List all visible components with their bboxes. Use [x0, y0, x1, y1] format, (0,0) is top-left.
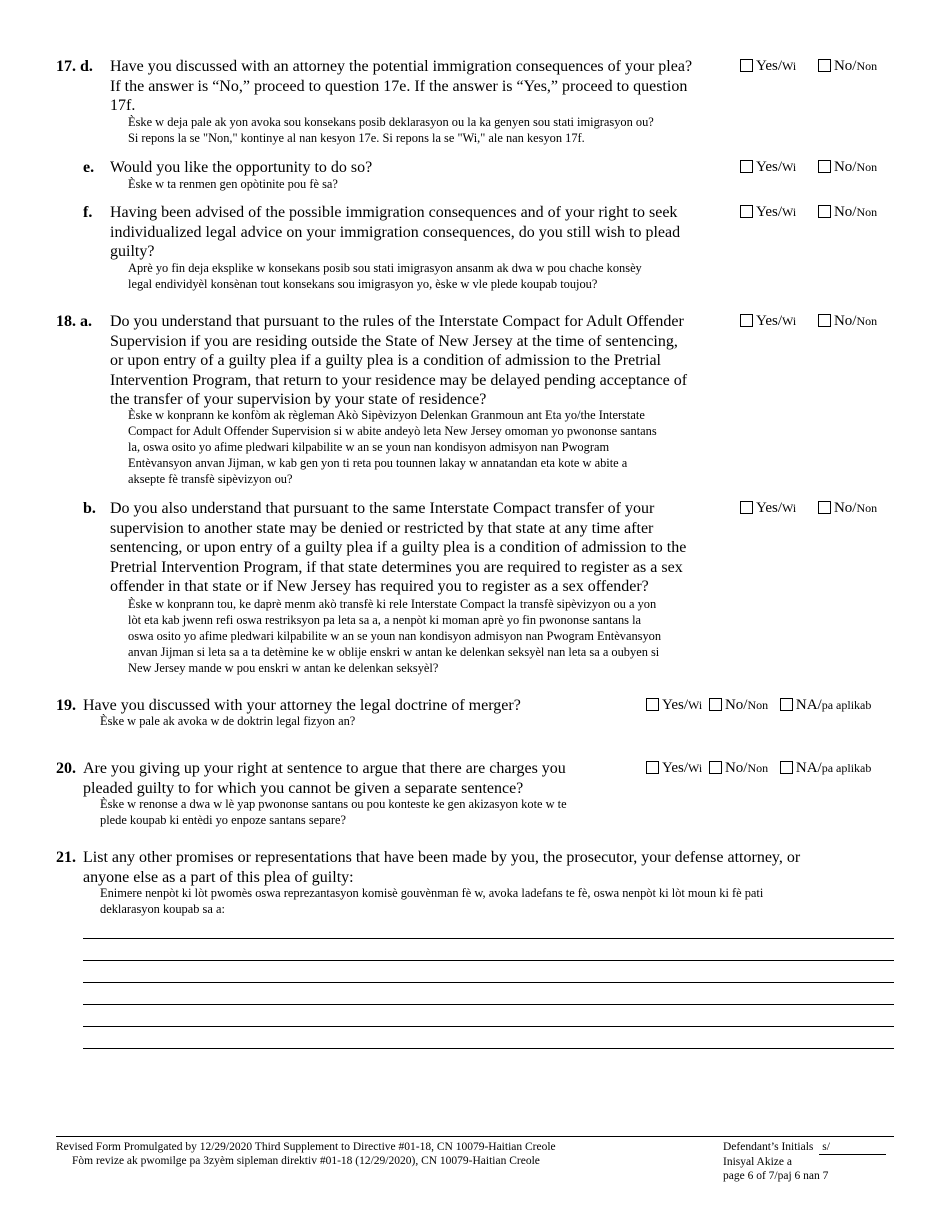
q19-number: 19.	[56, 697, 76, 714]
footer-divider	[56, 1136, 894, 1137]
q19-na-option[interactable]: NA/pa aplikab	[780, 696, 872, 714]
page-number: page 6 of 7/paj 6 nan 7	[723, 1170, 829, 1182]
q17d-translation: Èske w deja pale ak yon avoka sou konsekans posib deklarasyon ou la ka genyen sou stati imigrasyon ou? Si repons la se "Non," kontinye al nan kesyon 17e. Si repons la se "Wi," ale nan kesyon 17f.	[128, 115, 654, 145]
q18b-no-checkbox[interactable]	[818, 501, 831, 514]
q17d-yes-option[interactable]: Yes/Wi	[740, 57, 796, 75]
q20-no-option[interactable]: No/Non	[709, 759, 768, 777]
q20-translation: Èske w renonse a dwa w lè yap pwononse santans ou pou konteste ke gen akizasyon kote w te plede koupab ki entèdi yo enpoze santans separe?	[100, 797, 567, 827]
q17f-options	[740, 203, 877, 221]
q19-yes-checkbox[interactable]	[646, 698, 659, 711]
q20-question: Are you giving up your right at sentence to argue that there are charges you pleaded guilty to for which you cannot be given a separate sentence?	[83, 760, 566, 797]
q18a-no-option[interactable]: No/Non	[818, 312, 877, 330]
q20-na-checkbox[interactable]	[780, 761, 793, 774]
q19-question: Have you discussed with your attorney the legal doctrine of merger?	[83, 697, 521, 714]
q18b-translation: Èske w konprann tou, ke daprè menm akò transfè ki rele Interstate Compact la transfè sipèvizyon ou a yon lòt eta kab jwenn refi oswa restriksyon pa leta sa a, a nenpòt ki moman aprè yo fin pwononse santans la oswa osito yo afime pledwari kilpabilite w an se youn nan kondisyon admisyon nan Pwogram Entèvansyon anvan Jijman si leta sa a ta detèmine ke w oblije enskri w antan ke delenkan seksyèl nan leta sa a oubyen si New Jersey mande w pou enskri w antan ke delenkan seksyèl?	[128, 597, 662, 675]
q18b-yes-option[interactable]: Yes/Wi	[740, 499, 796, 517]
q21-answer-line-1[interactable]	[83, 938, 894, 939]
initials-field[interactable]: s/	[819, 1140, 886, 1155]
q17f-translation: Aprè yo fin deja eksplike w konsekans posib sou stati imigrasyon ansanm ak dwa w pou chache konsèy legal endividyèl konsènan tout konsekans sou imigrasyon yo, èske w vle plede koupab toujou?	[128, 261, 642, 291]
q18a-translation: Èske w konprann ke konfòm ak règleman Akò Sipèvizyon Delenkan Granmoun ant Eta yo/the Interstate Compact for Adult Offender Supervision si w abite andeyò leta New Jersey omoman yo pwononse santans la, oswa osito yo afime pledwari kilpabilite w an se youn nan kondisyon admisyon nan Pwogram Entèvansyon anvan Jijman, w kab gen yon ti reta pou tounnen lakay w annatandan eta kote w abite a aksepte fè transfè sipèvizyon ou?	[128, 408, 657, 486]
q21-answer-line-6[interactable]	[83, 1048, 894, 1049]
q17d-options	[740, 57, 877, 75]
q18b-number: b.	[83, 500, 96, 517]
q19-yes-option[interactable]: Yes/Wi	[646, 696, 702, 714]
q19-na-checkbox[interactable]	[780, 698, 793, 711]
footer-initials	[723, 1140, 886, 1183]
q20-na-option[interactable]: NA/pa aplikab	[780, 759, 872, 777]
q17d-yes-checkbox[interactable]	[740, 59, 753, 72]
q17f-no-checkbox[interactable]	[818, 205, 831, 218]
q18a-yes-checkbox[interactable]	[740, 314, 753, 327]
q17e-question: Would you like the opportunity to do so?	[110, 159, 373, 176]
footer-revision: Revised Form Promulgated by 12/29/2020 Third Supplement to Directive #01-18, CN 10079-Haitian Creole Fòm revize ak pwomilge pa 3zyèm sipleman direktiv #01-18 (12/29/2020), CN 10079-Haitian Creole	[56, 1141, 556, 1167]
q17e-yes-option[interactable]: Yes/Wi	[740, 158, 796, 176]
q17e-no-checkbox[interactable]	[818, 160, 831, 173]
q20-number: 20.	[56, 760, 76, 777]
q20-yes-option[interactable]: Yes/Wi	[646, 759, 702, 777]
q21-answer-line-4[interactable]	[83, 1004, 894, 1005]
q17f-yes-checkbox[interactable]	[740, 205, 753, 218]
q17e-no-option[interactable]: No/Non	[818, 158, 877, 176]
q21-number: 21.	[56, 849, 76, 866]
q21-answer-line-2[interactable]	[83, 960, 894, 961]
q17e-number: e.	[83, 159, 95, 176]
q18b-no-option[interactable]: No/Non	[818, 499, 877, 517]
q21-answer-line-5[interactable]	[83, 1026, 894, 1027]
initials-label-ht: Inisyal Akize a	[723, 1156, 792, 1168]
q18b-options	[740, 499, 877, 517]
q18a-question: Do you understand that pursuant to the rules of the Interstate Compact for Adult Offender Supervision if you are residing outside the State of New Jersey at the time of sentencing, or upon entry of a guilty plea if a guilty plea is a condition of admission to the Pretrial Intervention Program, that return to your residence may be delayed pending acceptance of the transfer of your supervision by your state of residence?	[110, 313, 688, 409]
q17e-options	[740, 158, 877, 176]
q19-no-option[interactable]: No/Non	[709, 696, 768, 714]
q17f-number: f.	[83, 204, 93, 221]
q21-answer-line-3[interactable]	[83, 982, 894, 983]
q17e-translation: Èske w ta renmen gen opòtinite pou fè sa?	[128, 177, 338, 191]
q18a-number: 18. a.	[56, 313, 92, 330]
q19-translation: Èske w pale ak avoka w de doktrin legal fizyon an?	[100, 714, 356, 728]
q21-question: List any other promises or representations that have been made by you, the prosecutor, your defense attorney, or anyone else as a part of this plea of guilty:	[83, 849, 801, 886]
q17f-yes-option[interactable]: Yes/Wi	[740, 203, 796, 221]
q19-no-checkbox[interactable]	[709, 698, 722, 711]
q17d-no-option[interactable]: No/Non	[818, 57, 877, 75]
q17f-question: Having been advised of the possible immigration consequences and of your right to seek individualized legal advice on your immigration consequences, do you still wish to plead guilty?	[110, 204, 681, 261]
q17d-number: 17. d.	[56, 58, 93, 75]
q19-options	[646, 696, 871, 714]
q18a-yes-option[interactable]: Yes/Wi	[740, 312, 796, 330]
q20-options	[646, 759, 871, 777]
q21-translation: Enimere nenpòt ki lòt pwomès oswa reprezantasyon komisè gouvènman fè w, avoka ladefans te fè, oswa nenpòt ki lòt moun ki fè pati deklarasyon koupab sa a:	[100, 886, 764, 916]
q18b-yes-checkbox[interactable]	[740, 501, 753, 514]
q18a-options	[740, 312, 877, 330]
q18b-question: Do you also understand that pursuant to the same Interstate Compact transfer of your supervision to another state may be denied or restricted by that state at any time after sentencing, or upon entry of a guilty plea if a guilty plea is a condition of admission to the Pretrial Intervention Program, if that state determines you are required to register as a sex offender in that state or if New Jersey has required you to register as a sex offender?	[110, 500, 687, 596]
q20-no-checkbox[interactable]	[709, 761, 722, 774]
q17d-no-checkbox[interactable]	[818, 59, 831, 72]
q17f-no-option[interactable]: No/Non	[818, 203, 877, 221]
initials-label: Defendant’s Initials	[723, 1141, 814, 1153]
q17e-yes-checkbox[interactable]	[740, 160, 753, 173]
q20-yes-checkbox[interactable]	[646, 761, 659, 774]
q17d-question: Have you discussed with an attorney the potential immigration consequences of your plea? If the answer is “No,” proceed to question 17e. If the answer is “Yes,” proceed to question 17f.	[110, 58, 693, 115]
q18a-no-checkbox[interactable]	[818, 314, 831, 327]
